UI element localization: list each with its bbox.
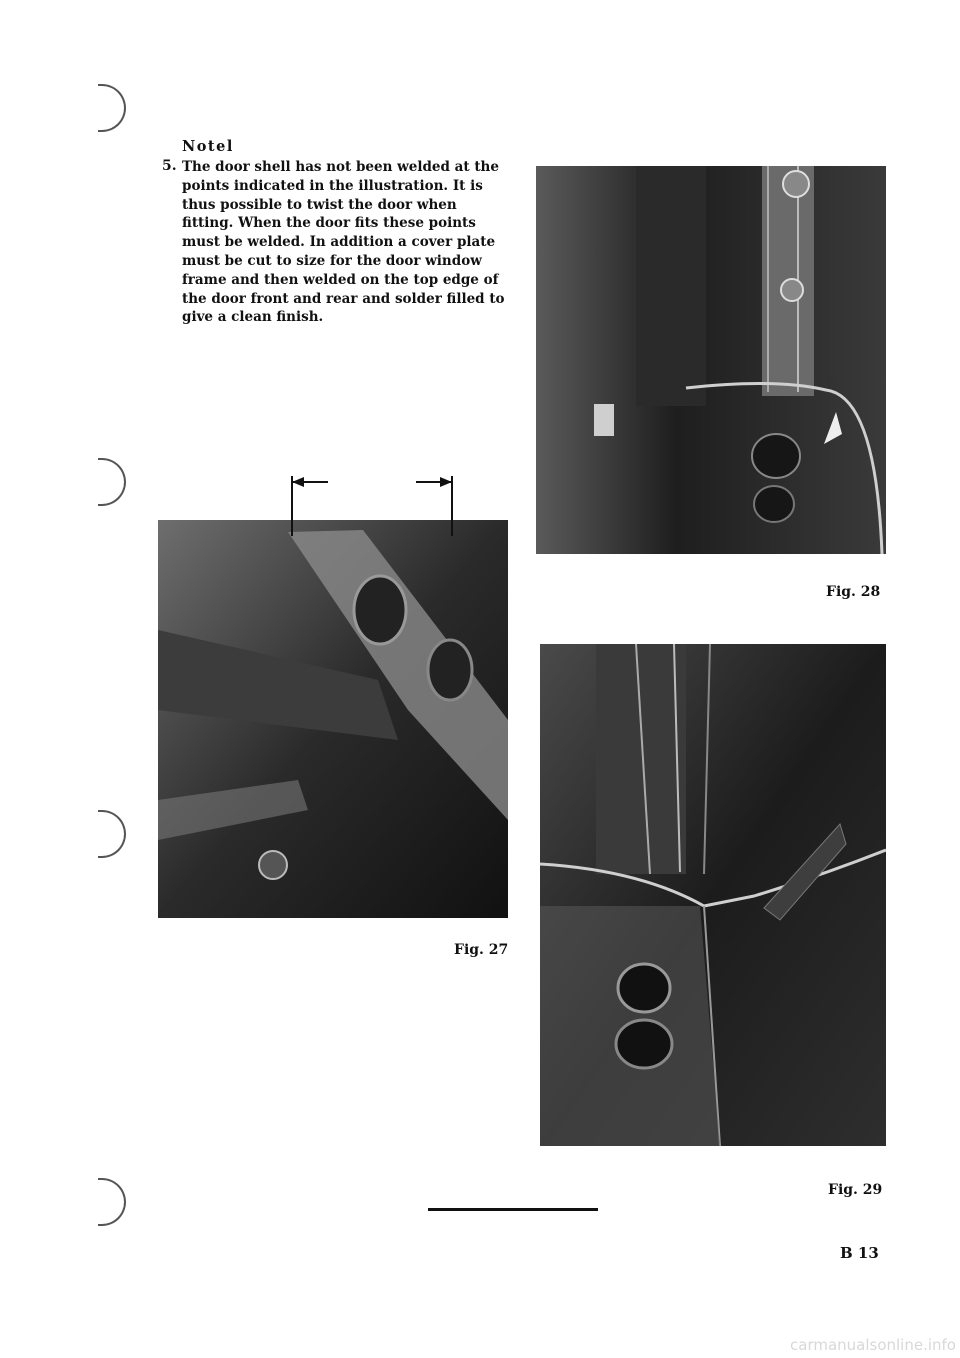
page-number: B 13 <box>840 1244 879 1262</box>
item-number: 5. <box>162 158 177 174</box>
note-paragraph: The door shell has not been welded at the points indicated in the illustration. It is thus possible to twist the door when fitting. When the door fits these points must be welded. In addition a cover plate must be cut to size for the door window frame and then welded on the top edge of the door front and rear and solder filled to give a clean finish. <box>182 159 505 326</box>
figure-27-caption: Fig. 27 <box>454 942 509 958</box>
figure-28-caption: Fig. 28 <box>826 584 881 600</box>
figure-29-photo <box>540 644 886 1146</box>
figure-27-photo <box>158 420 508 918</box>
watermark-text: carmanualsonline.info <box>790 1336 956 1354</box>
figure-28-photo <box>536 166 886 554</box>
figure-29-caption: Fig. 29 <box>828 1182 883 1198</box>
note-heading: Notel <box>182 138 234 155</box>
bottom-rule <box>428 1208 598 1211</box>
